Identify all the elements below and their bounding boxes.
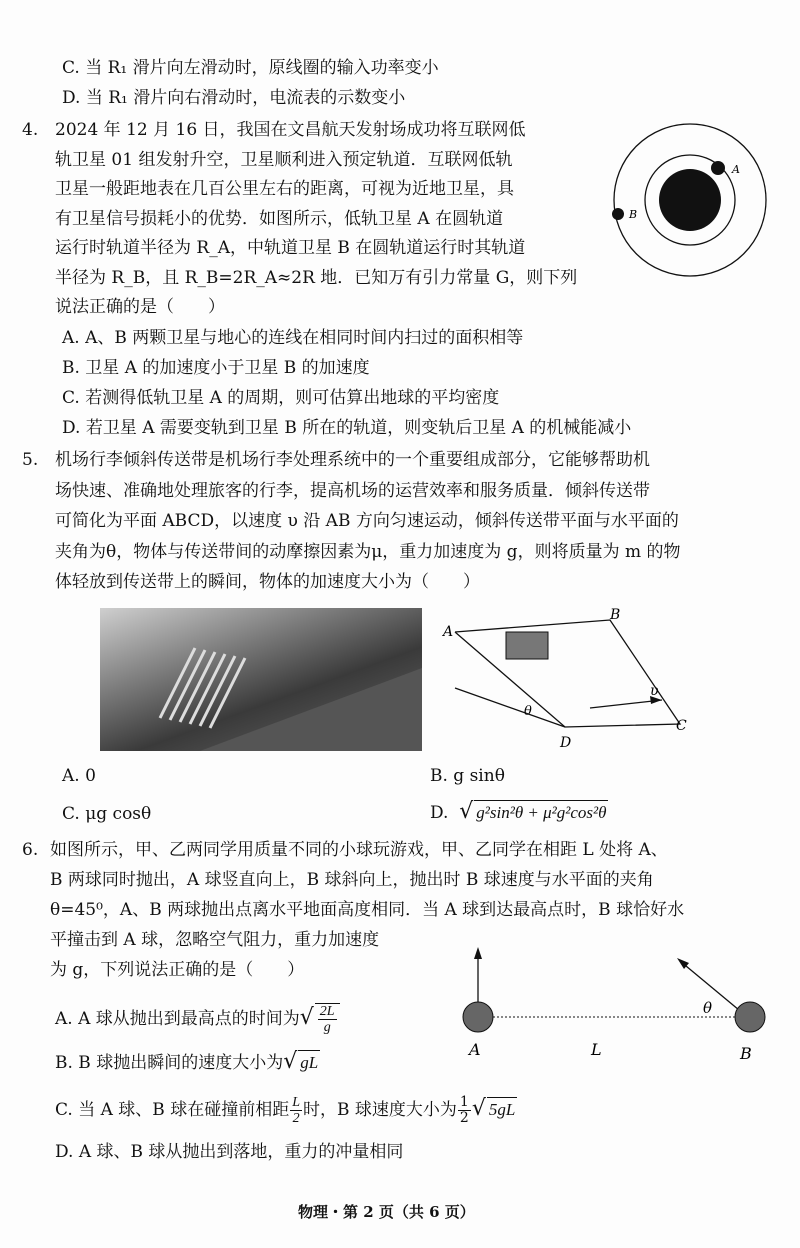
q6-stem-line: θ=45⁰，A、B 两球抛出点离水平地面高度相同．当 A 球到达最高点时，B 球恰好水 [50,900,685,920]
q5-number: 5. [22,450,39,470]
satellite-b [612,208,624,220]
svg-text:D: D [560,735,572,751]
svg-text:C: C [676,718,687,734]
orbit-diagram [605,115,785,285]
q6-option-c: C. 当 A 球、B 球在碰撞前相距 $\frac{L}{2}$ 时，B 球速度大小为 $\frac{1}{2}$ √ 5gL [55,1094,516,1126]
q6-stem-line: 如图所示，甲、乙两同学用质量不同的小球玩游戏，甲、乙同学在相距 L 处将 A、 [50,840,668,860]
svg-text:A: A [443,624,454,640]
q3-option-c: C. 当 R₁ 滑片向左滑动时，原线圈的输入功率变小 [62,58,439,78]
page-footer: 物理・第 2 页（共 6 页） [298,1203,475,1221]
q5-stem-line: 可简化为平面 ABCD，以速度 υ 沿 AB 方向匀速运动，倾斜传送带平面与水平面的 [55,511,679,531]
q5-option-b: B. g sinθ [430,766,505,786]
earth [659,169,721,231]
q6-option-a: A. A 球从抛出到最高点的时间为√ $\frac{2L}{g}$ [55,1003,340,1035]
q4-stem-line: 卫星一般距地表在几百公里左右的距离，可视为近地卫星，具 [55,179,514,199]
conveyor-diagram [440,605,700,755]
q4-number: 4. [22,120,39,140]
svg-text:L: L [591,1040,602,1059]
svg-text:B: B [629,208,638,221]
q6-stem-line: B 两球同时抛出，A 球竖直向上，B 球斜向上，抛出时 B 球速度与水平面的夹角 [50,870,654,890]
svg-text:A: A [469,1040,481,1059]
q5-stem-line: 体轻放到传送带上的瞬间，物体的加速度大小为（ ） [55,572,480,592]
q4-stem-line: 2024 年 12 月 16 日，我国在文昌航天发射场成功将互联网低 [55,120,526,140]
q5-stem-line: 夹角为θ，物体与传送带间的动摩擦因素为μ，重力加速度为 g，则将质量为 m 的物 [55,541,681,562]
ball-a [463,1002,493,1032]
q5-option-c: C. μg cosθ [62,804,152,824]
q4-stem-line: 有卫星信号损耗小的优势．如图所示，低轨卫星 A 在圆轨道 [55,208,504,229]
q5-stem-line: 场快速、准确地处理旅客的行李，提高机场的运营效率和服务质量．倾斜传送带 [55,480,650,501]
q4-stem-line: 半径为 R_B，且 R_B=2R_A≈2R 地．已知万有引力常量 G，则下列 [55,267,578,288]
q5-stem-line: 机场行李倾斜传送带是机场行李处理系统中的一个重要组成部分，它能够帮助机 [55,450,650,470]
ball-b [735,1002,765,1032]
q4-stem-line: 运行时轨道半径为 R_A，中轨道卫星 B 在圆轨道运行时其轨道 [55,238,526,258]
cargo-box [506,632,548,659]
q6-number: 6. [22,840,39,860]
q5-option-a: A. 0 [62,766,96,786]
projectile-diagram [455,945,785,1065]
q6-option-b: B. B 球抛出瞬间的速度大小为√ gL [55,1049,319,1074]
q4-option: A. A、B 两颗卫星与地心的连线在相同时间内扫过的面积相等 [62,328,524,348]
svg-text:υ: υ [650,683,659,699]
q4-stem-line: 说法正确的是（ ） [55,297,225,317]
svg-text:B: B [610,607,621,623]
q4-option: D. 若卫星 A 需要变轨到卫星 B 所在的轨道，则变轨后卫星 A 的机械能减小 [62,418,632,438]
q4-option: B. 卫星 A 的加速度小于卫星 B 的加速度 [62,358,370,378]
satellite-a [711,161,725,175]
q6-stem-line: 为 g，下列说法正确的是（ ） [50,960,305,980]
q3-option-d: D. 当 R₁ 滑片向右滑动时，电流表的示数变小 [62,88,406,108]
svg-text:B: B [740,1044,752,1063]
svg-text:θ: θ [703,999,713,1017]
luggage-conveyor-photo [100,608,422,751]
svg-text:θ: θ [524,704,532,719]
q5-option-d: D. √ g²sin²θ + μ²g²cos²θ [430,799,607,824]
q6-stem-line: 平撞击到 A 球，忽略空气阻力，重力加速度 [50,930,380,950]
svg-text:A: A [732,163,740,176]
q4-stem-line: 轨卫星 01 组发射升空，卫星顺利进入预定轨道．互联网低轨 [55,149,513,170]
q4-option: C. 若测得低轨卫星 A 的周期，则可估算出地球的平均密度 [62,388,500,408]
q6-option-d: D. A 球、B 球从抛出到落地，重力的冲量相同 [55,1142,404,1162]
